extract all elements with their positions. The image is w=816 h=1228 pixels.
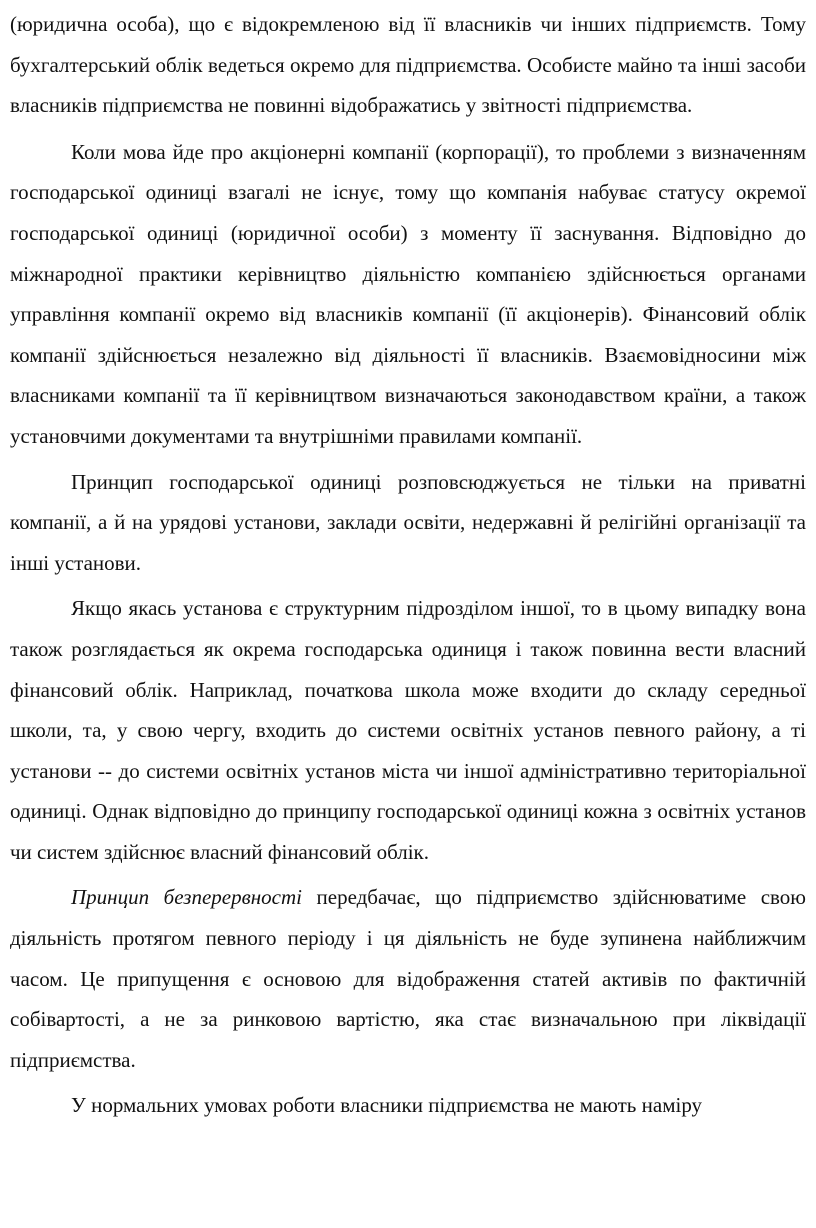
document-page [10,4,806,1126]
paragraph-1 [10,4,806,126]
paragraph-5 [10,877,806,1080]
paragraph-2 [10,132,806,457]
paragraph-5-text: передбачає, що підприємство здійснюватиме свою діяльність протягом певного періоду і ця діяльність не буде зупинена найближчим часом. Це припущення є основою для відображення статей активів по фактичній собівартості, а не за ринковою вартістю, яка стає визначальною при ліквідації підприємства. [10,885,806,1072]
paragraph-4 [10,588,806,872]
paragraph-3 [10,462,806,584]
paragraph-6-text: У нормальних умовах роботи власники підприємства не мають наміру [71,1093,703,1118]
paragraph-3-text: Принцип господарської одиниці розповсюджується не тільки на приватні компанії, а й на урядові установи, заклади освіти, недержавні й релігійні організації та інші установи. [10,469,806,575]
paragraph-1-text: (юридична особа), що є відокремленою від її власників чи інших підприємств. Тому бухгалтерський облік ведеться окремо для підприємства. Особисте майно та інші засоби власників підприємства не повинні відображатись у звітності підприємства. [10,12,806,118]
paragraph-6 [10,1085,806,1126]
paragraph-4-text: Якщо якась установа є структурним підрозділом іншої, то в цьому випадку вона також розглядається як окрема господарська одиниця і також повинна вести власний фінансовий облік. Наприклад, початкова школа може входити до складу середньої школи, та, у свою чергу, входить до системи освітніх установ певного району, а ті установи -- до системи освітніх установ міста чи іншої адміністративно територіальної одиниці. Однак відповідно до принципу господарської одиниці кожна з освітніх установ чи систем здійснює власний фінансовий облік. [10,596,806,864]
principle-term: Принцип безперервності [71,885,302,910]
paragraph-2-text: Коли мова йде про акціонерні компанії (корпорації), то проблеми з визначенням господарської одиниці взагалі не існує, тому що компанія набуває статусу окремої господарської одиниці (юридичної особи) з моменту її заснування. Відповідно до міжнародної практики керівництво діяльністю компанією здійснюється органами управління компанії окремо від власників компанії (її акціонерів). Фінансовий облік компанії здійснюється незалежно від діяльності її власників. Взаємовідносини між власниками компанії та її керівництвом визначаються законодавством країни, а також установчими документами та внутрішніми правилами компанії. [10,139,806,448]
